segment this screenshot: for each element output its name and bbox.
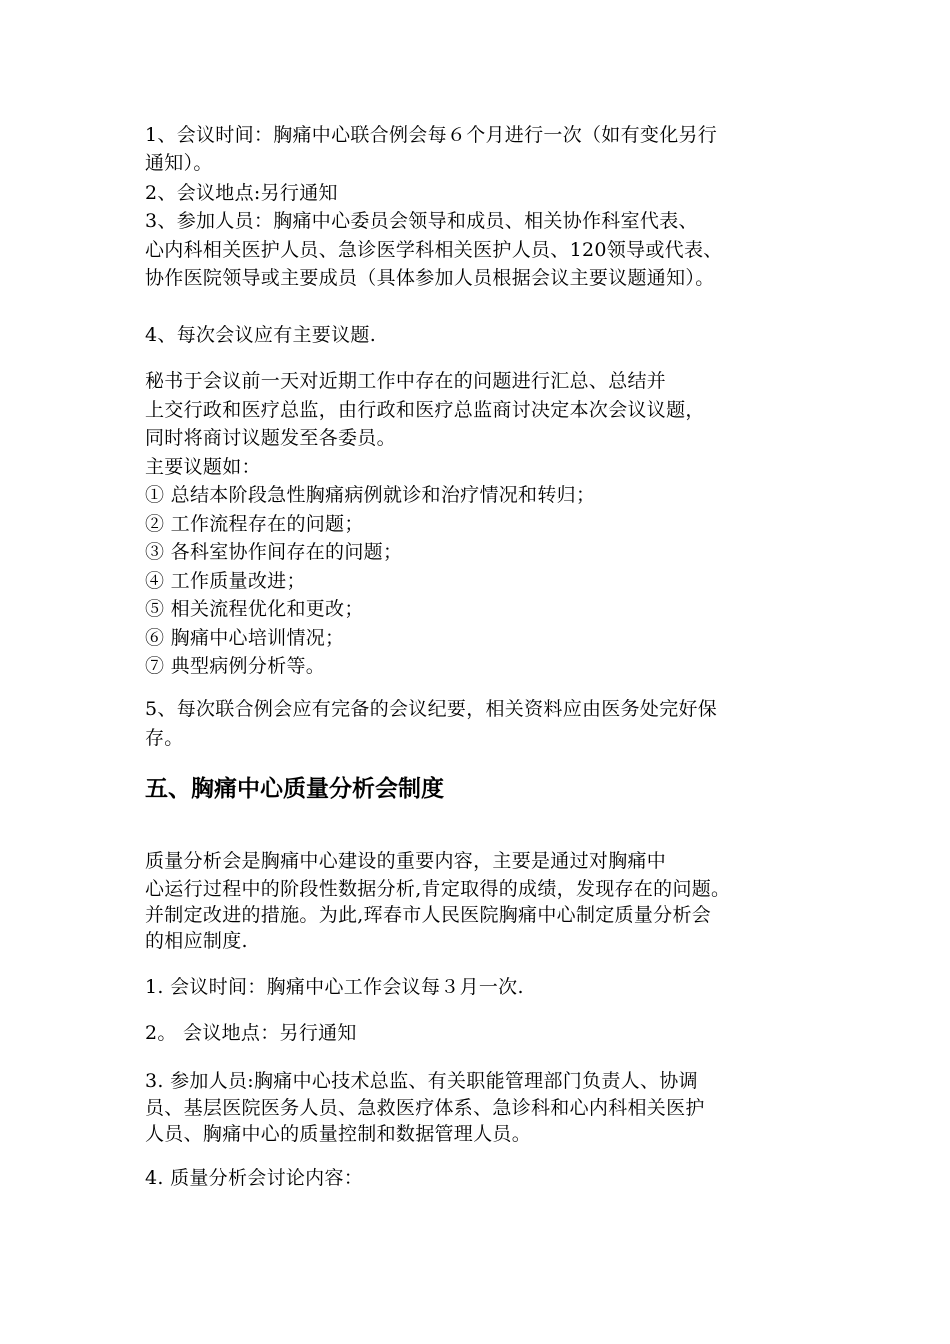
text-line: 并制定改进的措施。为此,珲春市人民医院胸痛中心制定质量分析会 bbox=[145, 904, 712, 926]
text-line: 存。 bbox=[145, 727, 184, 749]
text-line: 上交行政和医疗总监，由行政和医疗总监商讨决定本次会议议题， bbox=[145, 399, 705, 421]
text-line: 秘书于会议前一天对近期工作中存在的问题进行汇总、总结并 bbox=[145, 370, 667, 392]
list-item: ③ 各科室协作间存在的问题； bbox=[145, 541, 403, 563]
text-line: 4. 质量分析会讨论内容： bbox=[145, 1167, 364, 1189]
text-line: 3、参加人员：胸痛中心委员会领导和成员、相关协作科室代表、 bbox=[145, 210, 698, 232]
list-item: ⑦ 典型病例分析等。 bbox=[145, 655, 326, 677]
text-line: 的相应制度. bbox=[145, 930, 248, 952]
list-item: ④ 工作质量改进； bbox=[145, 570, 306, 592]
text-line: 3. 参加人员:胸痛中心技术总监、有关职能管理部门负责人、协调 bbox=[145, 1070, 698, 1092]
text-line: 协作医院领导或主要成员（具体参加人员根据会议主要议题通知）。 bbox=[145, 267, 715, 289]
text-line: 同时将商讨议题发至各委员。 bbox=[145, 427, 396, 449]
text-line: 5、每次联合例会应有完备的会议纪要，相关资料应由医务处完好保 bbox=[145, 698, 718, 720]
text-line: 主要议题如： bbox=[145, 456, 261, 478]
text-line: 4、每次会议应有主要议题. bbox=[145, 324, 377, 346]
list-item: ① 总结本阶段急性胸痛病例就诊和治疗情况和转归； bbox=[145, 484, 596, 506]
text-line: 员、基层医院医务人员、急救医疗体系、急诊科和心内科相关医护 bbox=[145, 1097, 705, 1119]
list-item: ⑥ 胸痛中心培训情况； bbox=[145, 627, 345, 649]
text-line: 2、会议地点:另行通知 bbox=[145, 182, 338, 204]
list-item: ② 工作流程存在的问题； bbox=[145, 513, 364, 535]
text-line: 心运行过程中的阶段性数据分析,肯定取得的成绩，发现存在的问题。 bbox=[145, 878, 731, 900]
text-line: 1. 会议时间：胸痛中心工作会议每３月一次. bbox=[145, 976, 524, 998]
list-item: ⑤ 相关流程优化和更改； bbox=[145, 598, 364, 620]
text-line: 人员、胸痛中心的质量控制和数据管理人员。 bbox=[145, 1123, 532, 1145]
section-heading: 五、胸痛中心质量分析会制度 bbox=[145, 776, 444, 802]
text-line: 2。 会议地点：另行通知 bbox=[145, 1022, 357, 1044]
text-line: 1、会议时间：胸痛中心联合例会每６个月进行一次（如有变化另行 bbox=[145, 124, 718, 146]
text-line: 通知）。 bbox=[145, 152, 213, 174]
text-line: 心内科相关医护人员、急诊医学科相关医护人员、120领导或代表、 bbox=[145, 239, 723, 261]
text-line: 质量分析会是胸痛中心建设的重要内容，主要是通过对胸痛中 bbox=[145, 850, 667, 872]
